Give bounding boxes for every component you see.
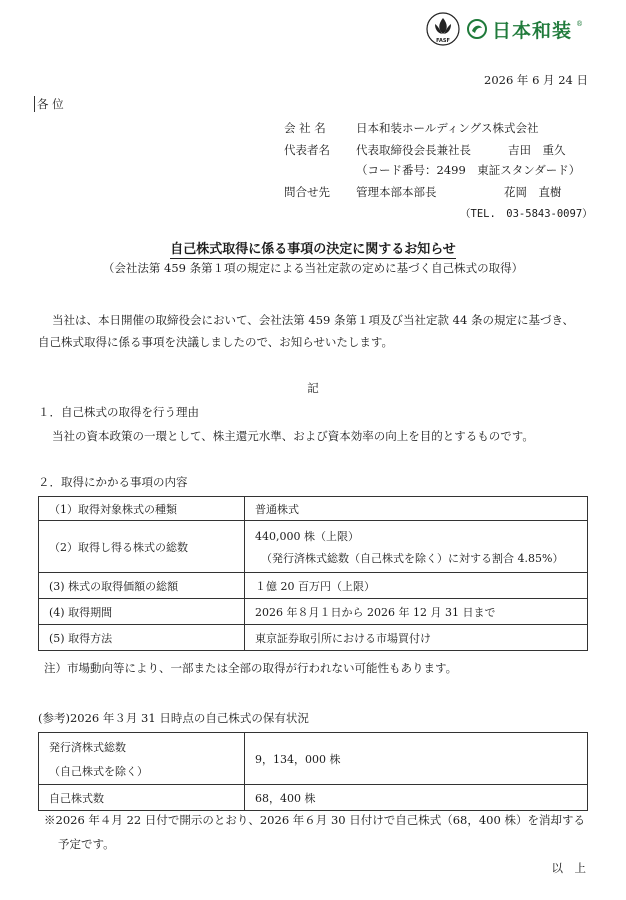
row-label: 自己株式数: [39, 785, 245, 811]
stock-code: （コード番号：2499 東証スタンダード）: [356, 163, 581, 177]
row-value: 68，400 株: [245, 785, 588, 811]
fasf-text: FASF: [436, 38, 450, 44]
intro-line-1: 当社は、本日開催の取締役会において、会社法第 459 条第１項及び当社定款 44 条の規定に基づき、: [52, 313, 575, 327]
row-value: 2026 年８月１日から 2026 年 12 月 31 日まで: [245, 599, 588, 625]
fasf-logo-icon: [426, 12, 460, 46]
addressee: 各 位: [34, 96, 64, 112]
row-label: （2）取得し得る株式の総数: [39, 521, 245, 573]
row-label: (3) 株式の取得価額の総額: [39, 573, 245, 599]
row-label-line: （自己株式を除く）: [49, 764, 148, 778]
section2-heading: ２．取得にかかる事項の内容: [38, 475, 188, 489]
table-row: [39, 573, 588, 599]
company-label: 会 社 名: [284, 121, 326, 135]
intro-line-2: 自己株式取得に係る事項を決議しましたので、お知らせいたします。: [38, 335, 394, 349]
row-label: [39, 733, 245, 785]
registered-mark: ®: [576, 19, 584, 28]
company-logo-text: 日本和装: [492, 19, 573, 42]
section1-body: 当社の資本政策の一環として、株主還元水準、および資本効率の向上を目的とするものです。: [52, 429, 534, 443]
row-label: （1）取得対象株式の種類: [39, 497, 245, 521]
page-title: [0, 238, 626, 257]
row-value: 9，134，000 株: [245, 733, 588, 785]
row-value: [245, 521, 588, 573]
row-value: １億 20 百万円（上限）: [245, 573, 588, 599]
company-name: 日本和装ホールディングス株式会社: [356, 121, 539, 135]
page-subtitle: （会社法第 459 条第１項の規定による当社定款の定めに基づく自己株式の取得）: [102, 261, 524, 275]
contact-tel: （TEL. 03-5843-0097）: [460, 208, 593, 220]
contact-name: 花岡 直樹: [504, 185, 562, 199]
document-date: 2026 年 6 月 24 日: [484, 73, 588, 87]
table-row: [39, 785, 588, 811]
representative-label: 代表者名: [284, 143, 330, 157]
section1-heading: １．自己株式の取得を行う理由: [38, 405, 199, 419]
table-row: [39, 625, 588, 651]
reference-footnote-2: 予定です。: [58, 837, 115, 851]
row-label-line: 発行済株式総数: [49, 740, 126, 754]
row-value: 普通株式: [245, 497, 588, 521]
row-value: 東京証券取引所における市場買付け: [245, 625, 588, 651]
reference-heading: (参考)2026 年３月 31 日時点の自己株式の保有状況: [38, 711, 309, 725]
table-row: [39, 497, 588, 521]
row-label: (4) 取得期間: [39, 599, 245, 625]
ki-marker: 記: [307, 381, 319, 395]
contact-title: 管理本部本部長: [356, 185, 437, 199]
company-logo: [466, 16, 583, 43]
holdings-table: [38, 732, 588, 811]
closing-mark: 以 上: [551, 861, 586, 875]
row-value-line: 440,000 株（上限）: [255, 529, 359, 543]
header-logos: [426, 12, 583, 46]
row-value-line: （発行済株式総数（自己株式を除く）に対する割合 4.85%）: [261, 551, 564, 565]
acquisition-table: [38, 496, 588, 651]
reference-footnote-1: ※2026 年４月 22 日付で開示のとおり、2026 年６月 30 日付けで自己株式（68，400 株）を消却する: [44, 813, 585, 827]
representative-name: 吉田 重久: [508, 143, 566, 157]
row-label: (5) 取得方法: [39, 625, 245, 651]
section2-note: 注）市場動向等により、一部または全部の取得が行われない可能性もあります。: [44, 661, 458, 675]
table-row: [39, 733, 588, 785]
company-logo-mark-icon: [466, 18, 488, 40]
table-row: [39, 521, 588, 573]
representative-title: 代表取締役会長兼社長: [356, 143, 471, 157]
page-title-text: 自己株式取得に係る事項の決定に関するお知らせ: [170, 242, 456, 257]
contact-label: 問合せ先: [284, 185, 330, 199]
table-row: [39, 599, 588, 625]
